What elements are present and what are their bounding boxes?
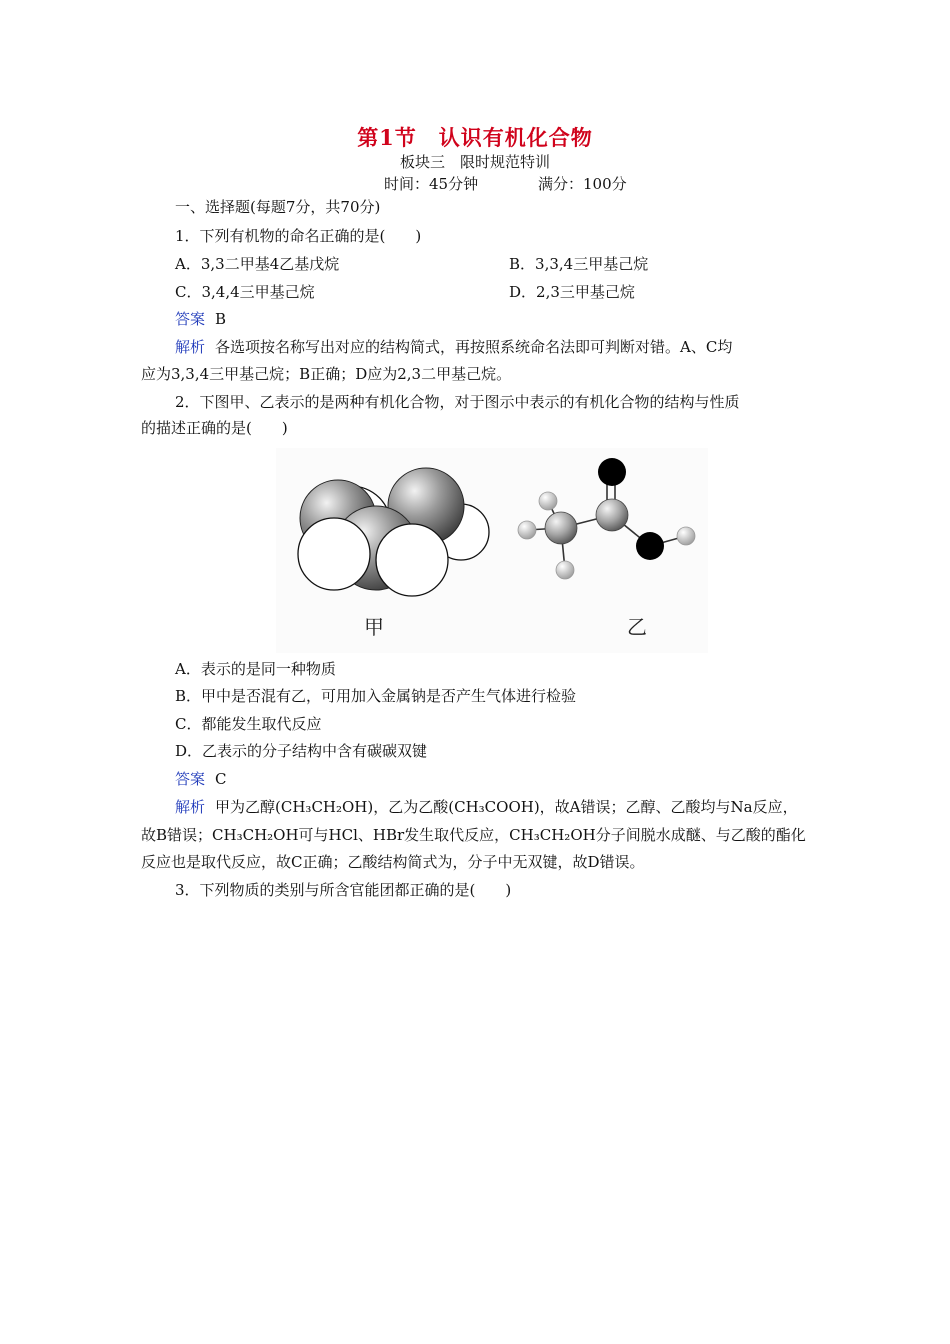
hydrogen-atom: [556, 561, 574, 579]
oxygen-atom: [598, 458, 626, 486]
hydrogen-atom: [677, 527, 695, 545]
q3-stem: 3．下列物质的类别与所含官能团都正确的是( ): [175, 881, 512, 899]
q2-answer-value: C: [215, 770, 227, 788]
q1-answer-label: 答案: [175, 310, 206, 328]
q2-option-b: B．甲中是否混有乙，可用加入金属钠是否产生气体进行检验: [175, 687, 577, 705]
page-subtitle: 板块三 限时规范特训: [399, 153, 550, 171]
q1-option-b: B．3,3,4三甲基己烷: [509, 255, 649, 273]
figure-label-yi: 乙: [627, 615, 647, 639]
section-heading: 一、选择题(每题7分，共70分): [175, 198, 381, 216]
q1-analysis-text-1: 各选项按名称写出对应的结构简式，再按照系统命名法即可判断对错。A、C均: [215, 338, 733, 356]
q1-analysis-line-2: 应为3,3,4三甲基己烷；B正确；D应为2,3二甲基己烷。: [141, 365, 512, 383]
q1-answer: [175, 309, 226, 329]
q1-answer-value: B: [215, 310, 227, 328]
page-title: 第1节 认识有机化合物: [357, 125, 593, 150]
q1-analysis-line-1: [175, 337, 732, 357]
oxygen-atom: [636, 532, 664, 560]
q2-option-a: A．表示的是同一种物质: [175, 660, 336, 678]
q2-analysis-text-1: 甲为乙醇(CH₃CH₂OH)，乙为乙酸(CH₃COOH)，故A错误；乙醇、乙酸均与Na反应，: [215, 798, 798, 816]
hydrogen-atom: [298, 518, 370, 590]
carbon-atom: [545, 512, 577, 544]
q2-analysis-line-1: [175, 797, 798, 817]
molecule-models-svg: [276, 448, 708, 653]
q1-analysis-label: 解析: [175, 338, 206, 356]
q2-answer-label: 答案: [175, 770, 206, 788]
molecule-figure: [276, 448, 708, 653]
q2-analysis-line-3: 反应也是取代反应，故C正确；乙酸结构简式为，分子中无双键，故D错误。: [141, 853, 645, 871]
q1-option-c: C．3,4,4三甲基己烷: [175, 283, 315, 301]
q1-stem: 1．下列有机物的命名正确的是( ): [175, 227, 422, 245]
carbon-atom: [596, 499, 628, 531]
q2-analysis-line-2: 故B错误；CH₃CH₂OH可与HCl、HBr发生取代反应，CH₃CH₂OH分子间脱水成醚、与乙酸的酯化: [141, 826, 806, 844]
q2-answer: [175, 769, 227, 789]
ethanol-space-filling-model: [298, 468, 489, 596]
figure-label-jia: 甲: [364, 615, 384, 639]
time-limit: 时间：45分钟: [384, 175, 479, 193]
q2-stem-line-2: 的描述正确的是( ): [141, 419, 288, 437]
q1-option-d: D．2,3三甲基己烷: [509, 283, 635, 301]
q2-stem-line-1: 2．下图甲、乙表示的是两种有机化合物，对于图示中表示的有机化合物的结构与性质: [175, 393, 740, 411]
q2-option-c: C．都能发生取代反应: [175, 715, 322, 733]
full-score: 满分：100分: [538, 175, 627, 193]
q1-option-a: A．3,3二甲基4乙基戊烷: [175, 255, 340, 273]
q2-analysis-label: 解析: [175, 798, 206, 816]
hydrogen-atom: [518, 521, 536, 539]
q2-option-d: D．乙表示的分子结构中含有碳碳双键: [175, 742, 428, 760]
hydrogen-atom: [376, 524, 448, 596]
hydrogen-atom: [539, 492, 557, 510]
